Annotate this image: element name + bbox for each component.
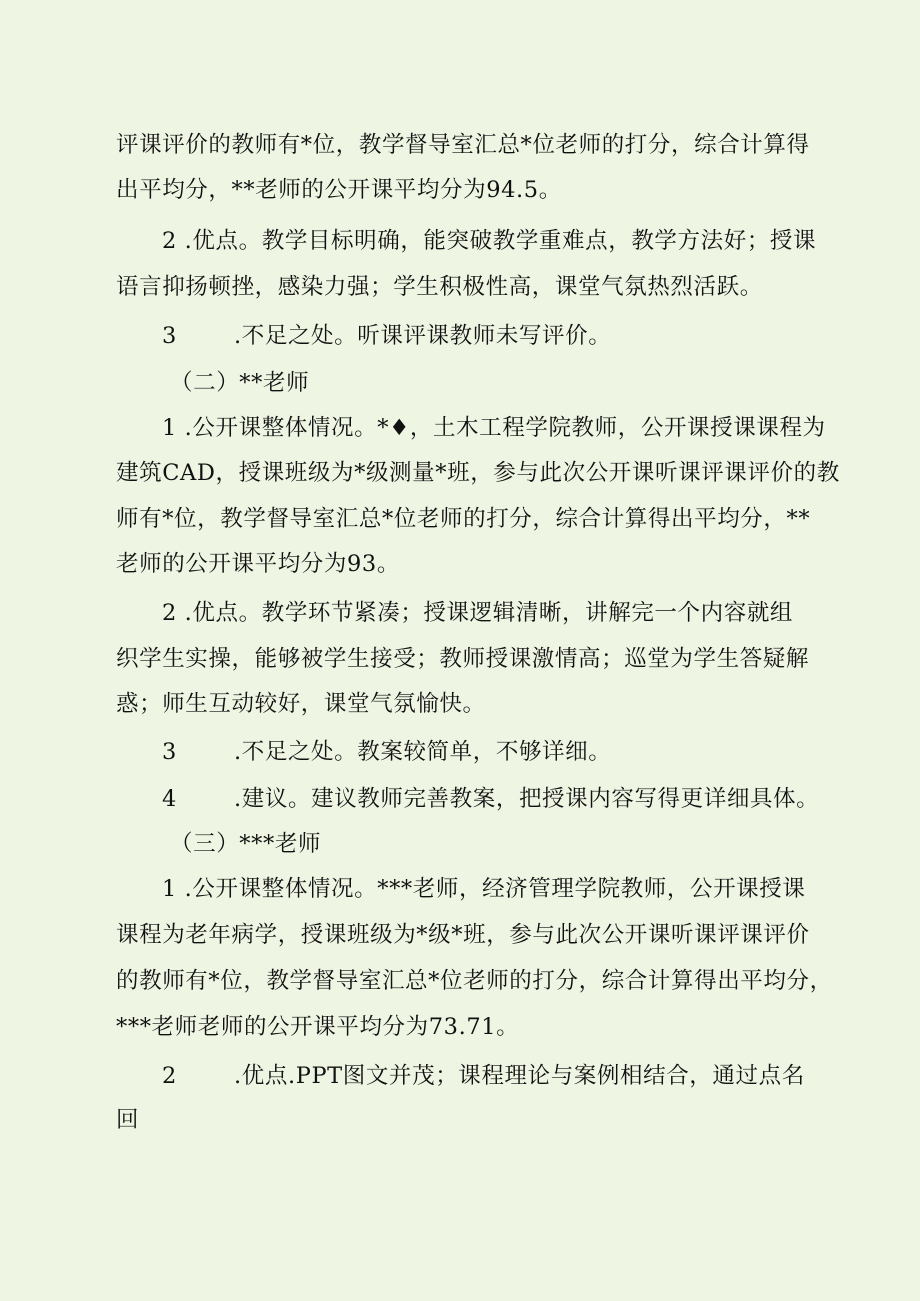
section-heading: （三）***老师 xyxy=(170,831,322,857)
paragraph-line: ***老师老师的公开课平均分为73.71。 xyxy=(116,1014,520,1040)
numbered-item xyxy=(162,1061,805,1091)
paragraph-line: 1 .公开课整体情况。***老师，经济管理学院教师，公开课授课 xyxy=(162,876,806,902)
paragraph-line: 建筑CAD，授课班级为*级测量*班，参与此次公开课听课评课评价的教 xyxy=(116,460,840,486)
item-number: 3 xyxy=(162,739,177,765)
item-text: .建议。建议教师完善教案，把授课内容写得更详细具体。 xyxy=(234,786,820,812)
item-text: .不足之处。听课评课教师未写评价。 xyxy=(234,323,612,349)
paragraph-line: 惑；师生互动较好，课堂气氛愉快。 xyxy=(116,691,486,717)
paragraph-line: 回 xyxy=(116,1107,140,1133)
section-heading: （二）**老师 xyxy=(170,370,310,396)
paragraph-line: 出平均分，**老师的公开课平均分为94.5。 xyxy=(116,177,562,203)
numbered-item xyxy=(162,321,611,351)
paragraph-line: 语言抑扬顿挫，感染力强；学生积极性高，课堂气氛热烈活跃。 xyxy=(116,274,763,300)
numbered-item xyxy=(162,784,819,814)
paragraph-line: 课程为老年病学，授课班级为*级*班，参与此次公开课听课评课评价 xyxy=(116,922,810,948)
paragraph-line: 师有*位，教学督导室汇总*位老师的打分，综合计算得出平均分，** xyxy=(116,506,811,532)
paragraph-line: 2 .优点。教学环节紧凑；授课逻辑清晰，讲解完一个内容就组 xyxy=(162,600,794,626)
item-number: 2 xyxy=(162,1063,177,1089)
paragraph-line: 评课评价的教师有*位，教学督导室汇总*位老师的打分，综合计算得 xyxy=(116,132,810,158)
paragraph-line: 1 .公开课整体情况。*♦，土木工程学院教师，公开课授课课程为 xyxy=(162,415,826,441)
paragraph-line: 老师的公开课平均分为93。 xyxy=(116,551,400,577)
item-number: 4 xyxy=(162,786,177,812)
item-text: .不足之处。教案较简单，不够详细。 xyxy=(234,739,612,765)
paragraph-line: 2 .优点。教学目标明确，能突破教学重难点，教学方法好；授课 xyxy=(162,228,817,254)
paragraph-line: 织学生实操，能够被学生接受；教师授课激情高；巡堂为学生答疑解 xyxy=(116,646,810,672)
numbered-item xyxy=(162,737,611,767)
item-text: .优点.PPT图文并茂；课程理论与案例相结合，通过点名 xyxy=(234,1063,805,1089)
item-number: 3 xyxy=(162,323,177,349)
paragraph-line: 的教师有*位，教学督导室汇总*位老师的打分，综合计算得出平均分， xyxy=(116,968,833,994)
